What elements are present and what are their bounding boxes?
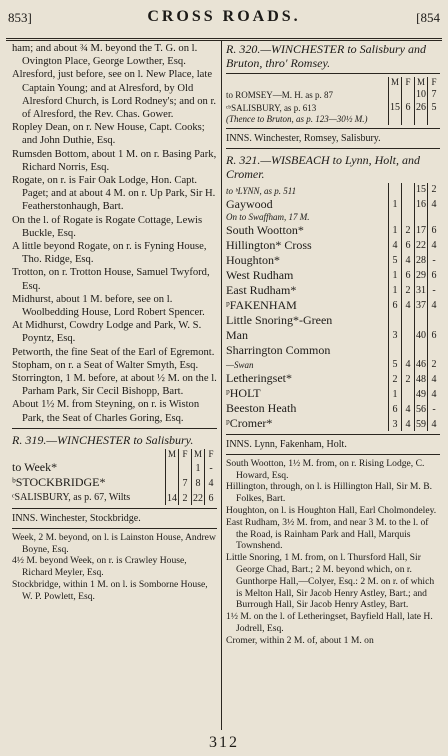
- table-row: [226, 298, 440, 313]
- place-name: West Rudham: [226, 267, 294, 282]
- total-f: 5: [428, 101, 441, 114]
- dist-f: [402, 197, 415, 212]
- table-row: [226, 328, 440, 343]
- table-row: [226, 238, 440, 253]
- total-m: 49: [415, 386, 428, 401]
- note-paragraph: Midhurst, about 1 M. before, see on l. Woolbedding House, Lord Robert Spencer.: [12, 293, 205, 319]
- dist-m: 6: [389, 298, 402, 313]
- place-name: Little Snoring*-Green: [226, 312, 333, 327]
- dist-m: [166, 475, 179, 490]
- dist-f: [402, 88, 415, 101]
- total-f: 4: [428, 386, 441, 401]
- place-name: Man: [226, 327, 248, 342]
- dist-m: 1: [389, 197, 402, 212]
- total-m: [415, 313, 428, 328]
- table-row: [226, 283, 440, 298]
- page-number-right: [854: [416, 10, 440, 25]
- total-f: -: [428, 253, 441, 268]
- place-name: Houghton*: [226, 252, 280, 267]
- table-row: [226, 114, 440, 125]
- total-f: -: [205, 460, 218, 475]
- dist-f: 4: [402, 253, 415, 268]
- left-column: [12, 42, 217, 603]
- note-paragraph: At Midhurst, Cowdry Lodge and Park, W. S. Poyntz, Esq.: [12, 320, 202, 345]
- route-321-notes: [226, 458, 440, 647]
- place-name: to Week*: [12, 459, 58, 474]
- right-column: [226, 42, 440, 647]
- table-row: [12, 460, 217, 475]
- total-f: -: [428, 401, 441, 416]
- note-paragraph: Little Snoring, 1 M. from, on l. Thursford Hall, Sir George Chad, Bart.; 2 M. beyond which, on r. Gunthorpe Hall,—Colyer, Esq.: 2 M. on r. of which is Melton Hall, Sir Jacob Henry Astley, Bart.; and Burrough Hall, Sir Jacob Henry Astley, Bart.: [226, 552, 435, 611]
- dist-f: 2: [179, 490, 192, 505]
- total-f: 4: [428, 298, 441, 313]
- note-paragraph: Hillington, through, on l. is Hillington Hall, Sir M. B. Folkes, Bart.: [226, 481, 433, 505]
- section-rule: [226, 73, 440, 74]
- dist-m: 1: [389, 283, 402, 298]
- dist-f: [179, 460, 192, 475]
- table-row: [226, 197, 440, 212]
- place-name: ᶜᵇSALISBURY, as p. 613: [226, 103, 317, 114]
- header-rule: [6, 38, 442, 39]
- total-m: 8: [192, 475, 205, 490]
- section-rule: [12, 528, 217, 529]
- note-paragraph: About 1½ M. from Steyning, on r. is Wiston Park, the Seat of Charles Goring, Esq.: [12, 399, 200, 424]
- inns-line: INNS. Lynn, Fakenham, Holt.: [226, 438, 347, 450]
- dist-f: 6: [402, 268, 415, 283]
- place-name: East Rudham*: [226, 282, 297, 297]
- total-m: 17: [415, 223, 428, 238]
- dist-f: [402, 343, 415, 358]
- total-m: 10: [416, 89, 426, 100]
- note-paragraph: Petworth, the fine Seat of the Earl of Egremont.: [12, 346, 215, 358]
- note-paragraph: Rogate, on r. is Fair Oak Lodge, Hon. Capt. Paget; and at about 4 M. on r. Up Park, Sir H. Featherstonhaugh, Bart.: [12, 175, 216, 213]
- dist-m: [389, 313, 402, 328]
- total-f: [428, 313, 441, 328]
- note-paragraph: Stopham, on r. a Seat of Walter Smyth, Esq.: [12, 359, 199, 371]
- table-row: [226, 88, 440, 101]
- place-name: ᵖFAKENHAM: [226, 297, 297, 312]
- dist-f: 6: [402, 238, 415, 253]
- total-m: 29: [415, 268, 428, 283]
- place-name: On to Swaffham, 17 M.: [226, 211, 310, 222]
- dist-m: 5: [389, 358, 402, 371]
- page-footer-number: 312: [209, 734, 239, 751]
- dist-f: [402, 212, 415, 223]
- page-title: CROSS ROADS.: [147, 8, 301, 25]
- dist-m: 14: [166, 490, 179, 505]
- place-name: ᵖHOLT: [226, 385, 261, 400]
- table-row: [226, 358, 440, 371]
- note-paragraph: Cromer, within 2 M. of, about 1 M. on: [226, 634, 374, 646]
- table-row: [226, 268, 440, 283]
- place-name: ᵖCromer*: [226, 415, 273, 430]
- col-f-label: F: [402, 77, 415, 88]
- dist-f: [402, 328, 415, 343]
- inns-line: INNS. Winchester, Romsey, Salisbury.: [226, 133, 381, 145]
- inns-line: INNS. Winchester, Stockbridge.: [12, 512, 141, 524]
- total-f: 6: [428, 268, 441, 283]
- note-paragraph: A little beyond Rogate, on r. is Fyning House, Tho. Ridge, Esq.: [12, 241, 207, 266]
- total-m: 56: [415, 401, 428, 416]
- total-f: -: [428, 283, 441, 298]
- col-f-label: F: [428, 77, 441, 88]
- place-name: (Thence to Bruton, as p. 123—30½ M.): [226, 114, 368, 125]
- dist-m: 1: [389, 268, 402, 283]
- dist-m: 4: [389, 238, 402, 253]
- total-m: 46: [416, 358, 426, 370]
- col-f-label: F: [205, 449, 218, 460]
- total-m: 28: [415, 253, 428, 268]
- note-paragraph: 4½ M. beyond Week, on r. is Crawley House, Richard Meyler, Esq.: [12, 555, 187, 579]
- place-name: Sharrington Common: [226, 342, 331, 357]
- total-m: [415, 212, 428, 223]
- section-rule: [12, 428, 217, 429]
- dist-m: 3: [389, 416, 402, 431]
- place-name: Hillington* Cross: [226, 237, 312, 252]
- note-paragraph: Storrington, 1 M. before, at about ½ M. on the l. Parham Park, Sir Cecil Bishopp, Bart.: [12, 373, 217, 398]
- dist-m: [166, 460, 179, 475]
- total-f: 6: [428, 223, 441, 238]
- place-name: South Wootton*: [226, 222, 304, 237]
- table-row: [226, 401, 440, 416]
- total-f: [428, 212, 441, 223]
- total-f: 4: [428, 238, 441, 253]
- page-number-left: 853]: [8, 10, 32, 25]
- place-name: ᶜSALISBURY, as p. 67, Wilts: [12, 491, 131, 503]
- table-row: [226, 101, 440, 114]
- dist-m: [389, 343, 402, 358]
- dist-m: 2: [389, 371, 402, 386]
- table-row: [226, 416, 440, 431]
- table-row: [226, 212, 440, 223]
- total-m: 22: [415, 238, 428, 253]
- dist-m: 15: [390, 102, 400, 114]
- dist-m: 1: [389, 386, 402, 401]
- dist-f: 4: [402, 416, 415, 431]
- table-row: [226, 343, 440, 358]
- note-paragraph: Rumsden Bottom, about 1 M. on r. Basing Park, Richard Norris, Esq.: [12, 148, 217, 173]
- route-321-table: [226, 183, 440, 430]
- dist-m: 5: [389, 253, 402, 268]
- table-row: [226, 313, 440, 328]
- dist-f: 2: [402, 223, 415, 238]
- total-f: [428, 343, 441, 358]
- section-rule: [226, 128, 440, 129]
- table-row: [12, 475, 217, 490]
- dist-m: [389, 88, 402, 101]
- dist-m: 6: [389, 401, 402, 416]
- note-paragraph: East Rudham, 3½ M. from, and near 3 M. to the l. of the Road, is Rainham Park and Hall, Marquis Townshend.: [226, 516, 429, 552]
- total-m: 59: [415, 416, 428, 431]
- route-321-heading: R. 321.—WISBEACH to Lynn, Holt, and Cromer.: [226, 153, 420, 182]
- place-name: to ROMSEY—M. H. as p. 87: [226, 90, 334, 101]
- dist-f: 2: [402, 283, 415, 298]
- dist-m: [389, 183, 402, 196]
- note-paragraph: On the l. of Rogate is Rogate Cottage, Lewis Buckle, Esq.: [12, 214, 203, 239]
- section-rule: [226, 454, 440, 455]
- dist-f: 4: [402, 358, 415, 371]
- total-f: 6: [205, 490, 218, 505]
- table-row: [226, 386, 440, 401]
- note-paragraph: Week, 2 M. beyond, on l. is Lainston House, Andrew Boyne, Esq.: [12, 531, 216, 555]
- place-name: Beeston Heath: [226, 400, 297, 415]
- note-paragraph: 1½ M. on the l. of Letheringset, Bayfield Hall, late H. Jodrell, Esq.: [226, 611, 433, 634]
- route-319-heading: R. 319.—WINCHESTER to Salisbury.: [12, 432, 194, 447]
- total-m: 16: [415, 197, 428, 212]
- total-f: 2: [428, 358, 441, 371]
- total-f: 2: [428, 183, 441, 196]
- note-paragraph: Alresford, just before, see on l. New Place, late Captain Young; and at Alresford, by Old Alresford Church, is Lord Rodney's; and on r. of Alresford, the Rev. Chas. Gower.: [12, 69, 217, 121]
- dist-m: 3: [389, 328, 402, 343]
- route-319-table: [12, 449, 217, 505]
- note-paragraph: Stockbridge, within 1 M. on l. is Somborne House, W. P. Powlett, Esq.: [12, 579, 208, 602]
- column-divider: [221, 40, 222, 730]
- total-m: 22: [192, 490, 205, 505]
- section-rule: [226, 434, 440, 435]
- col-f-label: F: [179, 449, 192, 460]
- dist-f: 4: [402, 298, 415, 313]
- total-f: 4: [428, 371, 441, 386]
- dist-f: 6: [402, 101, 415, 114]
- note-paragraph: Ropley Dean, on r. New House, Capt. Cooks; and John Duthie, Esq.: [12, 122, 205, 147]
- header-rule-2: [6, 40, 442, 41]
- table-row: [226, 253, 440, 268]
- dist-f: [402, 313, 415, 328]
- total-f: 6: [428, 328, 441, 343]
- total-f: 4: [205, 475, 218, 490]
- dist-f: 4: [402, 401, 415, 416]
- place-name: Letheringset*: [226, 370, 292, 385]
- col-m-label: M: [166, 449, 179, 460]
- table-row: [12, 490, 217, 505]
- total-m: 37: [415, 298, 428, 313]
- note-paragraph: South Wootton, 1½ M. from, on r. Rising Lodge, C. Howard, Esq.: [226, 457, 425, 481]
- dist-m: 1: [389, 223, 402, 238]
- dist-m: [389, 212, 402, 223]
- col-m-label: M: [389, 77, 402, 88]
- total-m: [415, 343, 428, 358]
- dist-f: [402, 183, 415, 196]
- total-f: 4: [428, 416, 441, 431]
- table-row: [226, 371, 440, 386]
- route-320-heading: R. 320.—WINCHESTER to Salisbury and Bruton, thro' Romsey.: [226, 42, 426, 70]
- total-m: 15: [416, 184, 426, 196]
- dist-f: 7: [179, 475, 192, 490]
- total-m: 26: [416, 102, 426, 114]
- route-320-table: [226, 77, 440, 125]
- note-paragraph: Houghton, on l. is Houghton Hall, Earl Cholmondeley.: [226, 505, 437, 516]
- total-m: 40: [415, 328, 428, 343]
- place-name: ᵇSTOCKBRIDGE*: [12, 474, 106, 489]
- total-f: 7: [428, 88, 441, 101]
- section-rule: [226, 148, 440, 149]
- place-name: —Swan: [226, 359, 254, 370]
- table-row: [226, 223, 440, 238]
- place-name: to ᵇLYNN, as p. 511: [226, 185, 297, 196]
- table-row: [226, 183, 440, 196]
- dist-f: 2: [402, 371, 415, 386]
- section-rule: [12, 508, 217, 509]
- total-m: 1: [192, 460, 205, 475]
- col-m-label: M: [415, 77, 428, 88]
- running-header: [0, 0, 448, 40]
- total-f: 4: [428, 197, 441, 212]
- total-m: 48: [415, 371, 428, 386]
- note-paragraph: ham; and about ¾ M. beyond the T. G. on l. Ovington Place, George Lowther, Esq.: [12, 43, 198, 68]
- place-name: Gaywood: [226, 196, 273, 211]
- dist-f: [402, 386, 415, 401]
- col-m-label: M: [192, 449, 205, 460]
- note-paragraph: Trotton, on r. Trotton House, Samuel Twyford, Esq.: [12, 267, 210, 292]
- total-m: 31: [415, 283, 428, 298]
